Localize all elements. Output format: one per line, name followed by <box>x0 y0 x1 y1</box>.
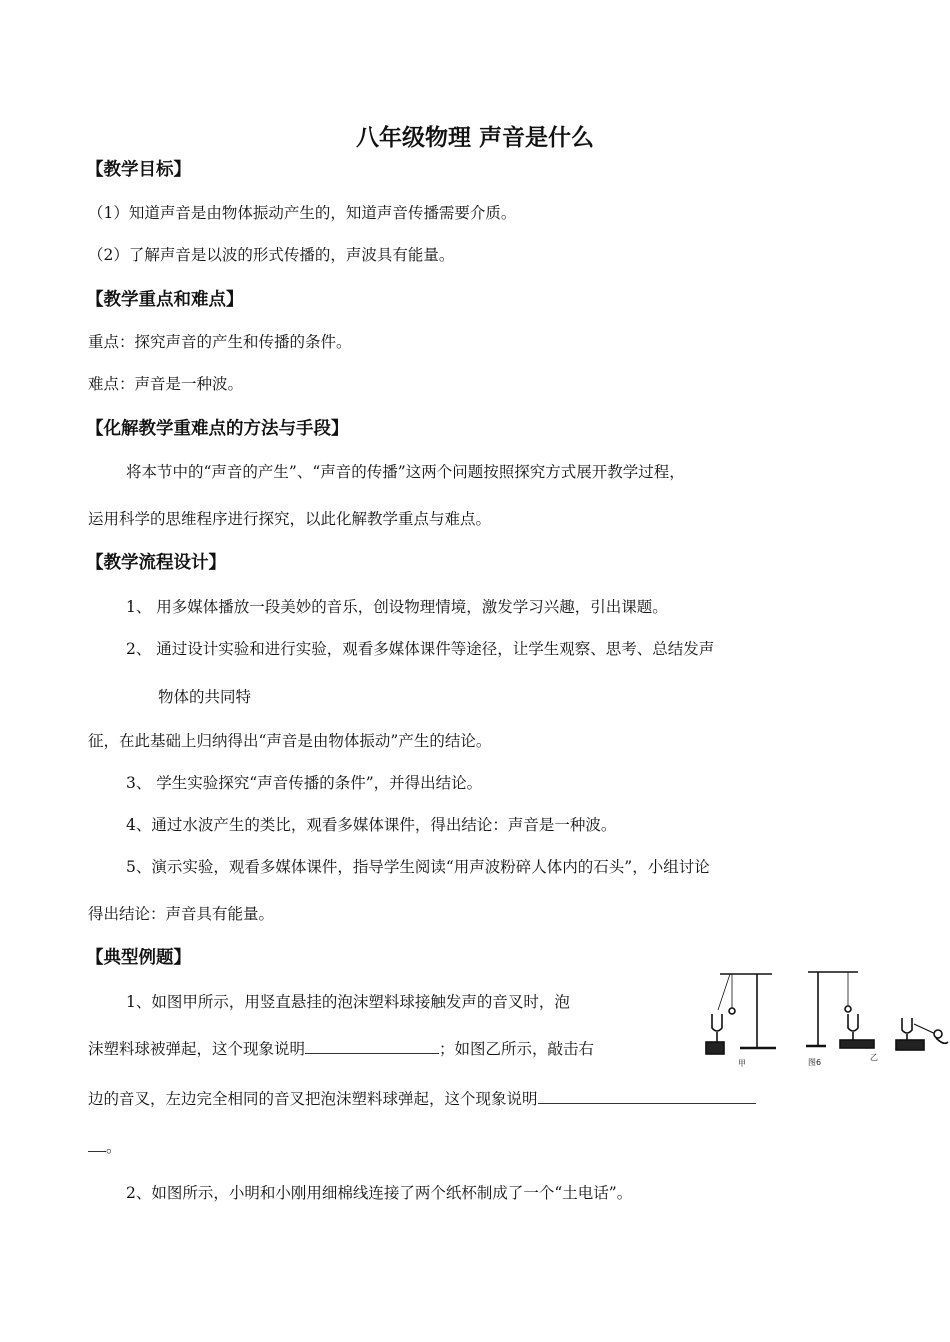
goal-item-2: （2）了解声音是以波的形式传播的，声波具有能量。 <box>88 246 455 264</box>
example-1-line-4 <box>88 1135 122 1157</box>
example-1-line-3 <box>88 1087 756 1109</box>
flow-step-5a: 5、演示实验，观看多媒体课件，指导学生阅读“用声波粉碎人体内的石头”，小组讨论 <box>126 858 710 876</box>
example-1-line-1: 1、如图甲所示，用竖直悬挂的泡沫塑料球接触发声的音叉时，泡 <box>126 993 570 1011</box>
goal-item-1: （1）知道声音是由物体振动产生的，知道声音传播需要介质。 <box>88 204 517 222</box>
example-1-line-3-text: 边的音叉，左边完全相同的音叉把泡沫塑料球弹起，这个现象说明 <box>88 1090 538 1108</box>
answer-blank-2 <box>538 1102 756 1104</box>
key-points-heading: 【教学重点和难点】 <box>86 290 244 310</box>
focus-text: 重点：探究声音的产生和传播的条件。 <box>88 333 352 351</box>
examples-heading: 【典型例题】 <box>86 948 191 968</box>
figure-label-number: 图6 <box>808 1058 822 1067</box>
example-1-line-2 <box>88 1037 594 1059</box>
goals-heading: 【教学目标】 <box>86 160 191 180</box>
page-title: 八年级物理 声音是什么 <box>355 125 594 151</box>
tuning-fork-figure <box>700 962 950 1074</box>
flow-heading: 【教学流程设计】 <box>86 553 226 573</box>
flow-step-2b: 物体的共同特 <box>158 688 252 706</box>
flow-step-2c: 征，在此基础上归纳得出“声音是由物体振动”产生的结论。 <box>88 732 492 750</box>
example-1-line-4-text: 。 <box>106 1138 122 1156</box>
example-1-line-2-text-b: ；如图乙所示，敲击右 <box>439 1040 595 1058</box>
answer-blank-2-continued <box>88 1150 106 1152</box>
methods-line-2: 运用科学的思维程序进行探究，以此化解教学重点与难点。 <box>88 510 492 528</box>
example-2-line-1: 2、如图所示，小明和小刚用细棉线连接了两个纸杯制成了一个“土电话”。 <box>126 1184 633 1202</box>
answer-blank-1 <box>305 1052 439 1054</box>
example-1-line-2-text-a: 沫塑料球被弹起，这个现象说明 <box>88 1040 306 1058</box>
flow-step-2a: 2、 通过设计实验和进行实验，观看多媒体课件等途径，让学生观察、思考、总结发声 <box>126 640 715 658</box>
difficulty-text: 难点：声音是一种波。 <box>88 375 244 393</box>
figure-label-jia: 甲 <box>738 1059 746 1068</box>
flow-step-1: 1、 用多媒体播放一段美妙的音乐，创设物理情境，激发学习兴趣，引出课题。 <box>126 598 668 616</box>
methods-heading: 【化解教学重难点的方法与手段】 <box>86 419 349 439</box>
flow-step-3: 3、 学生实验探究“声音传播的条件”，并得出结论。 <box>126 774 483 792</box>
methods-line-1: 将本节中的“声音的产生”、“声音的传播”这两个问题按照探究方式展开教学过程， <box>126 463 685 481</box>
figure-label-yi: 乙 <box>870 1053 878 1062</box>
flow-step-5b: 得出结论：声音具有能量。 <box>88 905 275 923</box>
flow-step-4: 4、通过水波产生的类比，观看多媒体课件，得出结论：声音是一种波。 <box>126 816 617 834</box>
